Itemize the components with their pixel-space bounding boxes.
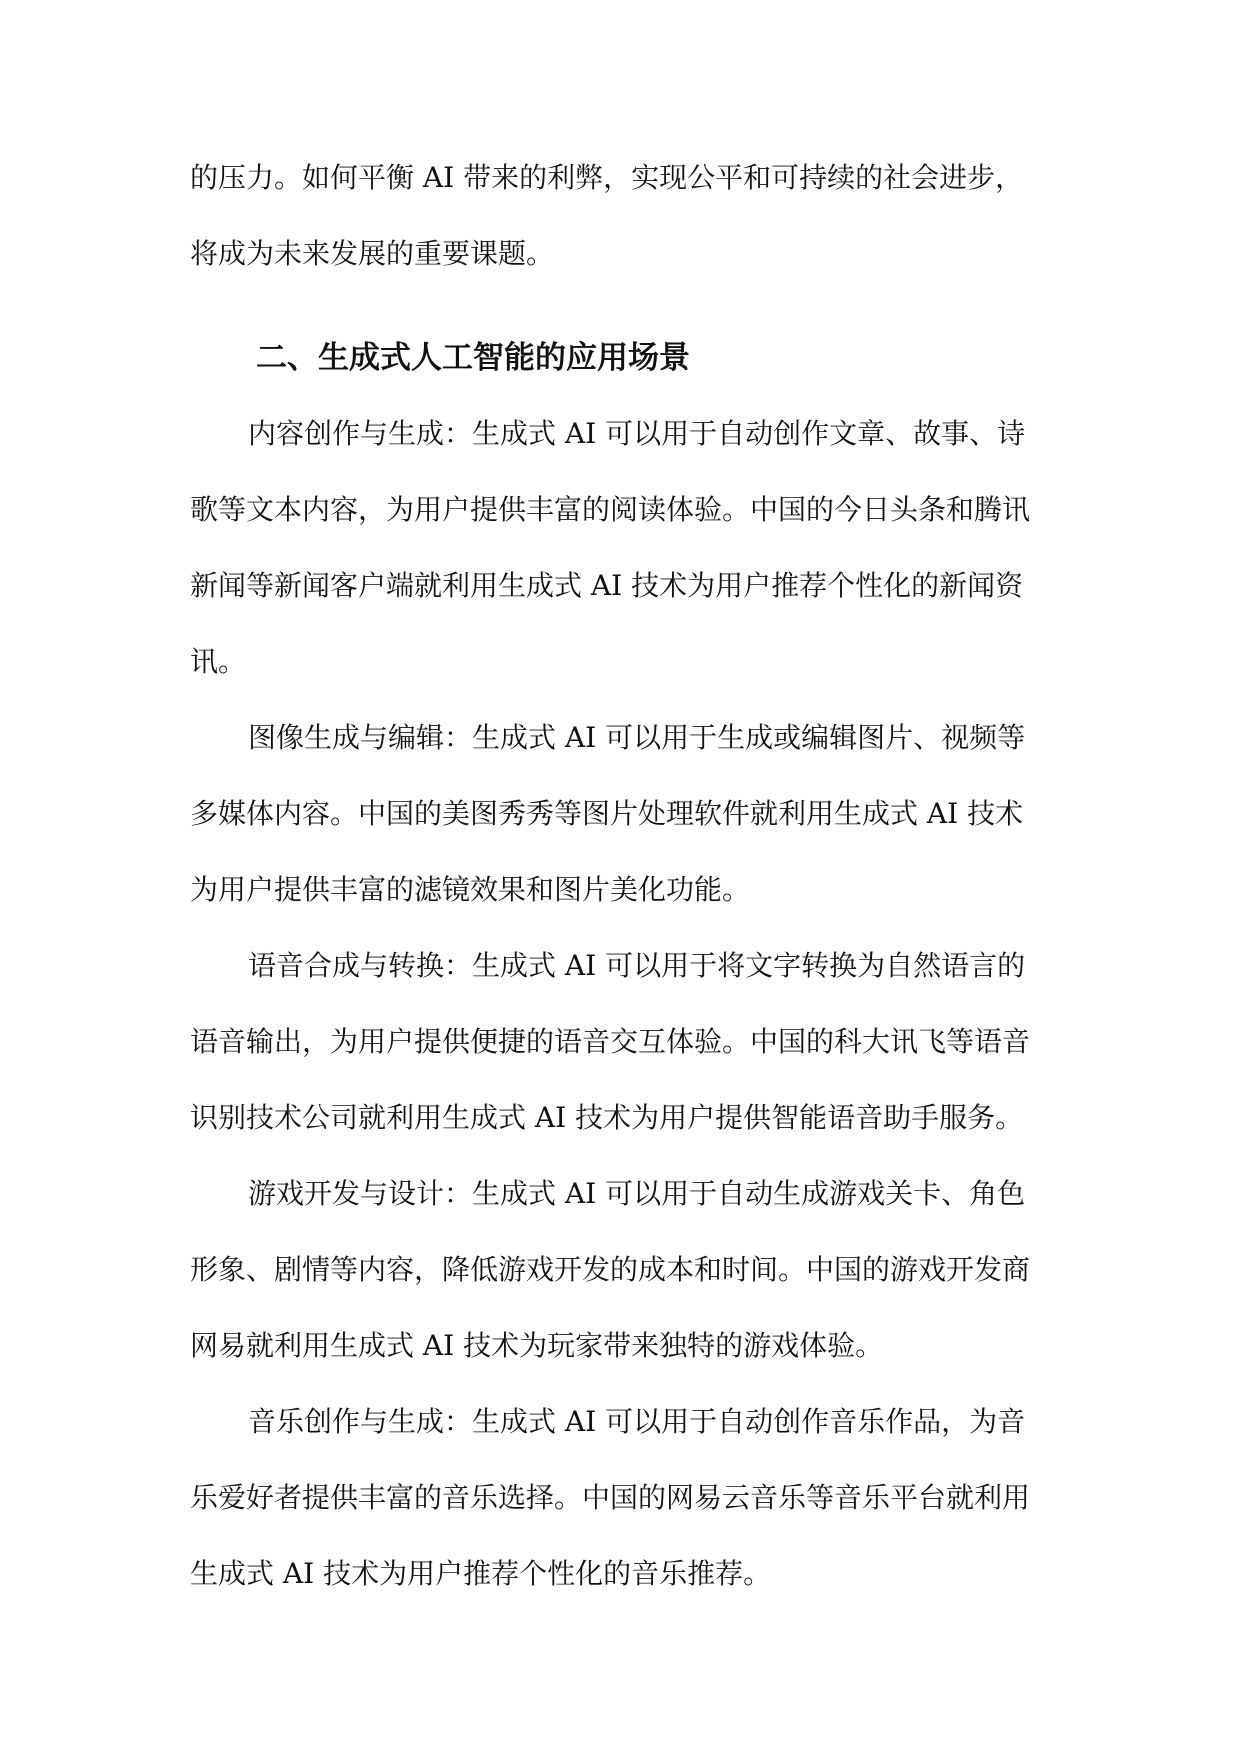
document-body	[190, 140, 1050, 1612]
paragraph-image-generation: 图像生成与编辑：生成式 AI 可以用于生成或编辑图片、视频等多媒体内容。中国的美图秀秀等图片处理软件就利用生成式 AI 技术为用户提供丰富的滤镜效果和图片美化功能。	[190, 721, 1026, 906]
section-heading: 二、生成式人工智能的应用场景	[256, 340, 690, 376]
paragraph-music-creation: 音乐创作与生成：生成式 AI 可以用于自动创作音乐作品，为音乐爱好者提供丰富的音乐选择。中国的网易云音乐等音乐平台就利用生成式 AI 技术为用户推荐个性化的音乐推荐。	[190, 1405, 1031, 1590]
paragraph-game-development: 游戏开发与设计：生成式 AI 可以用于自动生成游戏关卡、角色形象、剧情等内容，降低游戏开发的成本和时间。中国的游戏开发商网易就利用生成式 AI 技术为玩家带来独特的游戏体验。	[190, 1177, 1031, 1362]
paragraph-content-creation: 内容创作与生成：生成式 AI 可以用于自动创作文章、故事、诗歌等文本内容，为用户提供丰富的阅读体验。中国的今日头条和腾讯新闻等新闻客户端就利用生成式 AI 技术为用户推荐个性化的新闻资讯。	[190, 417, 1031, 678]
paragraph-speech-synthesis: 语音合成与转换：生成式 AI 可以用于将文字转换为自然语言的语音输出，为用户提供便捷的语音交互体验。中国的科大讯飞等语音识别技术公司就利用生成式 AI 技术为用户提供智能语音助手服务。	[190, 949, 1031, 1134]
continuation-paragraph: 的压力。如何平衡 AI 带来的利弊，实现公平和可持续的社会进步，将成为未来发展的重要课题。	[190, 161, 1024, 270]
